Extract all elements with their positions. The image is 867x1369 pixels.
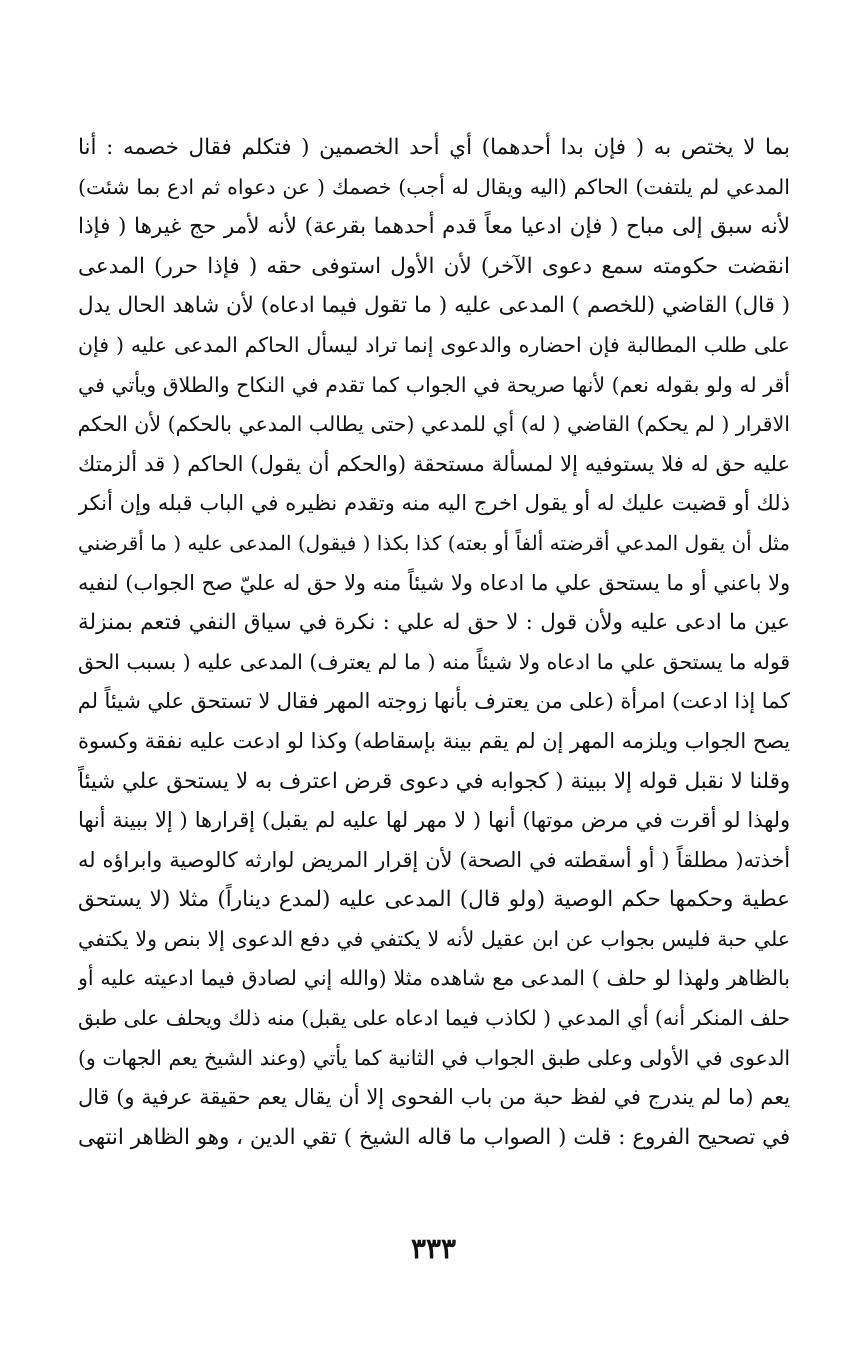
text-line: كما إذا ادعت) امرأة (على من يعترف بأنها زوجته المهر فقال لا تستحق علي شيئاً لم	[78, 689, 790, 714]
text-line: عليه حق له فلا يستوفيه إلا لمسألة مستحقة (والحكم أن يقول) الحاكم ( قد ألزمتك	[78, 451, 790, 476]
text-line: يصح الجواب ويلزمه المهر إن لم يقم بينة بإسقاطه) وكذا لو ادعت عليه نفقة وكسوة	[78, 728, 790, 753]
text-line: بالظاهر ولهذا لو حلف ) المدعى مع شاهده مثلا (والله إني لصادق فيما ادعيته عليه أو	[78, 966, 790, 991]
text-line: على طلب المطالبة فإن احضاره والدعوى إنما تراد ليسأل الحاكم المدعى عليه ( فإن	[78, 332, 790, 357]
text-line: أخذته( مطلقاً ( أو أسقطته في الصحة) لأن إقرار المريض لوارثه كالوصية وابراؤه له	[78, 847, 790, 872]
text-line: يعم (ما لم يندرج في لفظ حبة من باب الفحوى إلا أن يقال يعم حقيقة عرفية و) قال	[78, 1085, 790, 1110]
page-number: ٣٣٣	[410, 1232, 457, 1265]
text-line: بما لا يختص به ( فإن بدا أحدهما) أي أحد الخصمين ( فتكلم فقال خصمه : أنا	[78, 135, 790, 160]
text-line: عطية وحكمها حكم الوصية (ولو قال) المدعى عليه (لمدع ديناراً) مثلا (لا يستحق	[78, 887, 790, 913]
text-line: علي حبة فليس بجواب عن ابن عقيل لأنه لا يكتفي في دفع الدعوى إلا بنص ولا يكتفي	[78, 926, 790, 951]
text-line: مثل أن يقول المدعي أقرضته ألفاً أو بعته) كذا بكذا ( فيقول) المدعى عليه ( ما أقرضني	[78, 530, 790, 555]
text-line: ولهذا لو أقرت في مرض موتها) أنها ( لا مهر لها عليه لم يقبل) إقرارها ( إلا ببينة أنها	[78, 808, 790, 833]
text-line: المدعي لم يلتفت) الحاكم (اليه ويقال له أجب) خصمك ( عن دعواه ثم ادع بما شئت)	[78, 174, 790, 199]
text-line: حلف المنكر أنه) أي المدعي ( لكاذب فيما ادعاه على يقبل) منه ذلك ويحلف على طبق	[78, 1006, 790, 1031]
body-text	[78, 128, 790, 1157]
text-line: في تصحيح الفروع : قلت ( الصواب ما قاله الشيخ ) تقي الدين ، وهو الظاهر انتهى	[78, 1124, 790, 1150]
text-line: ولا باعني أو ما يستحق علي ما ادعاه ولا شيئاً منه ولا حق له عليّ صح الجواب) لنفيه	[78, 570, 790, 595]
text-line: ( قال) القاضي (للخصم ) المدعى عليه ( ما تقول فيما ادعاه) لأن شاهد الحال يدل	[78, 293, 790, 319]
text-line: الدعوى في الأولى وعلى طبق الجواب في الثانية كما يأتي (وعند الشيخ يعم الجهات و)	[78, 1045, 790, 1070]
text-line: عين ما ادعى عليه ولأن قول : لا حق له علي : نكرة في سياق النفي فتعم بمنزلة	[78, 610, 790, 636]
text-line: أقر له ولو بقوله نعم) لأنها صريحة في الجواب كما تقدم في النكاح والطلاق ويأتي في	[78, 372, 790, 397]
text-line: انقضت حكومته سمع دعوى الآخر) لأن الأول استوفى حقه ( فإذا حرر) المدعى	[78, 253, 790, 279]
text-line: ذلك أو قضيت عليك له أو يقول اخرج اليه منه وتقدم نظيره في الباب قبله وإن أنكر	[78, 491, 790, 516]
text-line: وقلنا لا نقبل قوله إلا ببينة ( كجوابه في دعوى قرض اعترف به لا يستحق علي شيئاً	[78, 768, 790, 794]
text-line: قوله ما يستحق علي ما ادعاه ولا شيئاً منه ( ما لم يعترف) المدعى عليه ( بسبب الحق	[78, 649, 790, 674]
text-line: لأنه سبق إلى مباح ( فإن ادعيا معاً قدم أحدهما بقرعة) لأنه لأمر حج غيرها ( فإذا	[78, 214, 790, 240]
text-line: الاقرار ( لم يحكم) القاضي ( له) أي للمدعي (حتى يطالب المدعي بالحكم) لأن الحكم	[78, 412, 790, 437]
